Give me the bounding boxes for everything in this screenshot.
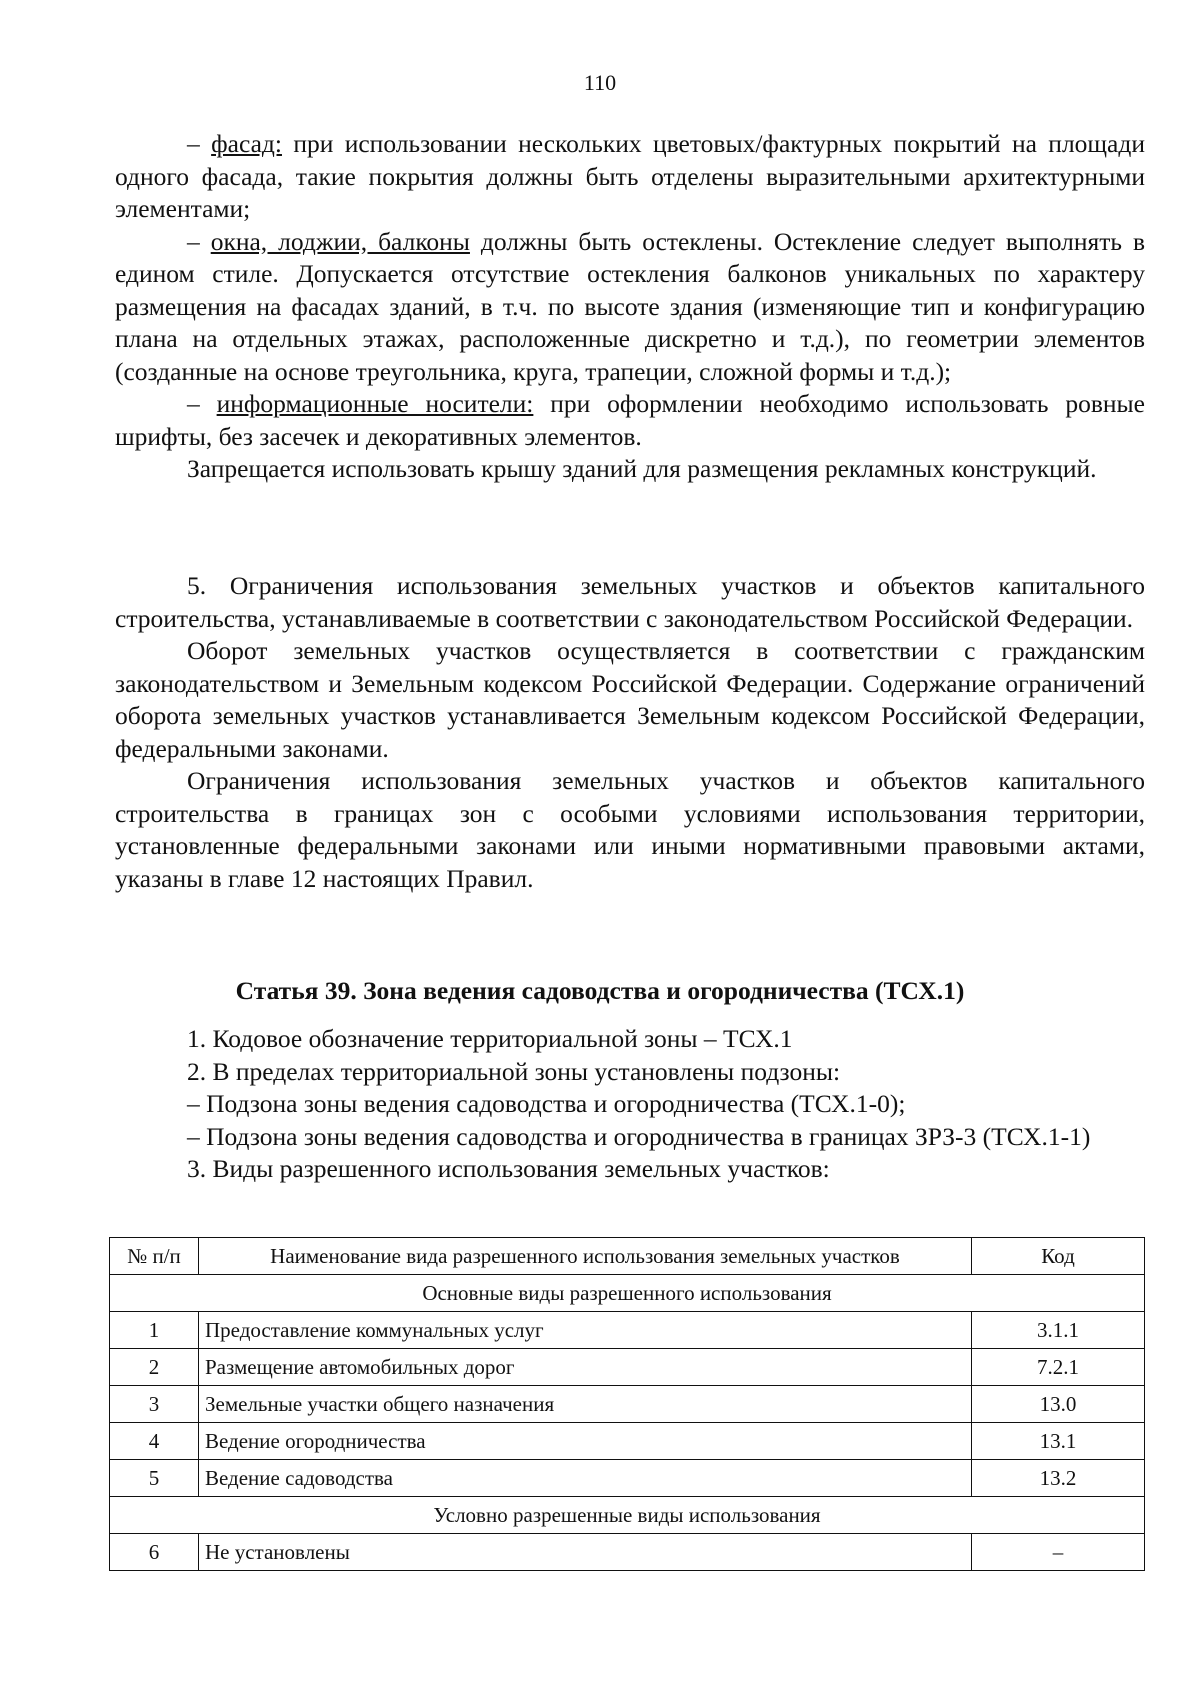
table-row — [110, 1423, 1145, 1460]
table-row — [110, 1349, 1145, 1386]
zone-restrictions-paragraph: Ограничения использования земельных участков и объектов капитального строительства в границах зон с особыми условиями использования территории, установленные федеральными законами или иными нормативными правовыми актами, указаны в главе 12 настоящих Правил. — [115, 766, 1145, 893]
table-row — [110, 1386, 1145, 1423]
table-row — [110, 1460, 1145, 1497]
row-code: 13.0 — [972, 1386, 1145, 1423]
windows-text: должны быть остеклены. Остекление следует выполнять в едином стиле. Допускается отсутствие остекления балконов уникальных по характеру размещения на фасадах зданий, в т.ч. по высоте здания (изменяющие тип и конфигурацию плана на отдельных этажах, расположенные дискретно и т.д.), по геометрии элементов (созданные на основе треугольника, круга, трапеции, сложной формы и т.д.); — [115, 226, 1145, 386]
header-name: Наименование вида разрешенного использования земельных участков — [199, 1238, 972, 1275]
facade-term: фасад: — [211, 129, 282, 158]
row-name: Размещение автомобильных дорог — [199, 1349, 972, 1386]
row-name: Не установлены — [199, 1534, 972, 1571]
zone-code-item: 1. Кодовое обозначение территориальной зоны – ТСХ.1 — [187, 1024, 793, 1053]
roof-ban-paragraph: Запрещается использовать крышу зданий для размещения рекламных конструкций. — [187, 454, 1097, 483]
row-code: – — [972, 1534, 1145, 1571]
header-num: № п/п — [110, 1238, 199, 1275]
info-carriers-term: информационные носители: — [216, 389, 534, 418]
row-code: 13.2 — [972, 1460, 1145, 1497]
info-carriers-text: при оформлении необходимо использовать ровные шрифты, без засечек и декоративных элементов. — [115, 389, 1145, 451]
table-header-row — [110, 1238, 1145, 1275]
row-num: 2 — [110, 1349, 199, 1386]
table-section-row — [110, 1275, 1145, 1312]
header-code: Код — [972, 1238, 1145, 1275]
dash: – — [187, 389, 217, 418]
row-num: 1 — [110, 1312, 199, 1349]
row-num: 4 — [110, 1423, 199, 1460]
row-code: 13.1 — [972, 1423, 1145, 1460]
dash: – — [187, 129, 212, 158]
windows-term: окна, лоджии, балконы — [210, 226, 470, 256]
row-num: 6 — [110, 1534, 199, 1571]
dash: – — [187, 226, 211, 256]
table-row — [110, 1312, 1145, 1349]
row-code: 3.1.1 — [972, 1312, 1145, 1349]
uses-intro: 3. Виды разрешенного использования земельных участков: — [187, 1154, 830, 1183]
subzone-item: – Подзона зоны ведения садоводства и огородничества в границах ЗРЗ-3 (ТСХ.1-1) — [187, 1121, 1091, 1151]
permitted-uses-table — [109, 1237, 1145, 1571]
subzone-item: – Подзона зоны ведения садоводства и огородничества (ТСХ.1-0); — [187, 1089, 906, 1118]
facade-paragraph — [115, 128, 1145, 226]
facade-requirements — [115, 128, 1145, 486]
page-number: 110 — [583, 70, 617, 95]
section-main: Основные виды разрешенного использования — [110, 1275, 1145, 1312]
article-items — [115, 1023, 1145, 1186]
row-num: 3 — [110, 1386, 199, 1423]
row-name: Ведение огородничества — [199, 1423, 972, 1460]
subzones-intro: 2. В пределах территориальной зоны установлены подзоны: — [187, 1056, 841, 1086]
facade-text: при использовании нескольких цветовых/фактурных покрытий на площади одного фасада, такие покрытия должны быть отделены выразительными архитектурными элементами; — [115, 129, 1145, 223]
row-code: 7.2.1 — [972, 1349, 1145, 1386]
article-heading: Статья 39. Зона ведения садоводства и огородничества (ТСХ.1) — [235, 976, 965, 1005]
restrictions-section — [115, 570, 1145, 895]
table-row — [110, 1534, 1145, 1571]
turnover-paragraph: Оборот земельных участков осуществляется в соответствии с гражданским законодательством и Земельным кодексом Российской Федерации. Содержание ограничений оборота земельных участков устанавливается Земельным кодексом Российской Федерации, федеральными законами. — [115, 636, 1145, 763]
restrictions-item: 5. Ограничения использования земельных участков и объектов капитального строительства, устанавливаемые в соответствии с законодательством Российской Федерации. — [115, 571, 1145, 633]
row-name: Предоставление коммунальных услуг — [199, 1312, 972, 1349]
row-num: 5 — [110, 1460, 199, 1497]
row-name: Земельные участки общего назначения — [199, 1386, 972, 1423]
info-carriers-paragraph — [115, 388, 1145, 453]
section-conditional: Условно разрешенные виды использования — [110, 1497, 1145, 1534]
windows-paragraph — [115, 226, 1145, 389]
row-name: Ведение садоводства — [199, 1460, 972, 1497]
table-section-row — [110, 1497, 1145, 1534]
